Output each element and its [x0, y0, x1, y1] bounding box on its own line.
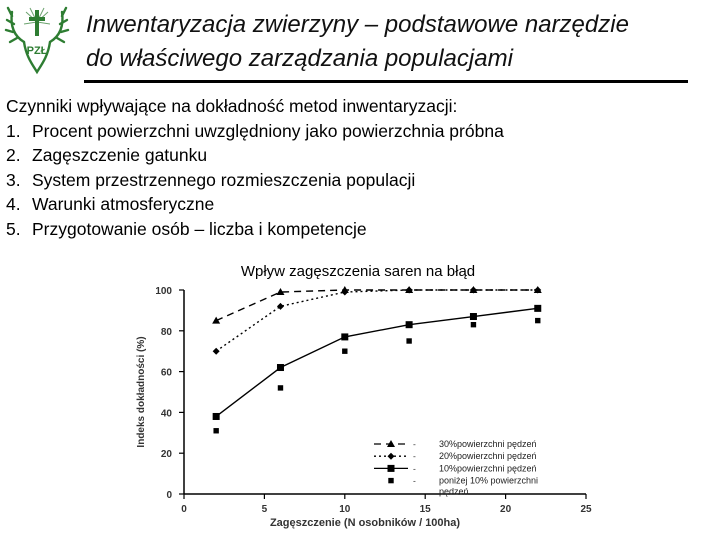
x-tick-label: 0: [181, 504, 187, 515]
factor-item: [6, 168, 504, 193]
factors-section: [6, 94, 504, 241]
pzl-logo-icon: [4, 2, 70, 78]
data-point-series-4: [406, 338, 411, 343]
data-point-series-3: [341, 333, 348, 340]
legend-tick-4: -: [413, 475, 416, 486]
data-point-series-3: [470, 313, 477, 320]
x-tick-label: 5: [261, 504, 268, 515]
y-tick-label: 0: [166, 490, 172, 501]
title-divider: [84, 80, 688, 83]
legend-label-2: 20%powierzchni pędzeń: [439, 451, 537, 462]
factors-heading: Czynniki wpływające na dokładność metod inwentaryzacji:: [6, 96, 458, 116]
legend-marker-3: [388, 465, 395, 472]
legend-tick-2: -: [413, 451, 416, 462]
legend-tick-1: -: [413, 439, 416, 449]
factor-number: 5.: [6, 218, 21, 239]
logo-text: PZŁ: [26, 45, 48, 57]
y-axis-label: Indeks dokładności (%): [136, 336, 147, 448]
factor-item: [6, 217, 504, 242]
data-point-series-4: [342, 349, 347, 354]
y-tick-label: 80: [160, 326, 172, 338]
page-title: [86, 8, 706, 76]
x-tick-label: 10: [339, 504, 351, 515]
y-tick-label: 60: [160, 367, 172, 379]
title-line-2: do właściwego zarządzania populacjami: [86, 45, 513, 72]
factor-text: Zagęszczenie gatunku: [32, 145, 208, 165]
data-point-series-4: [471, 322, 476, 327]
x-tick-label: 25: [580, 504, 592, 515]
factor-item: [6, 143, 504, 168]
factor-number: 3.: [6, 169, 21, 190]
series-line-1: [216, 290, 538, 321]
factor-text: Przygotowanie osób – liczba i kompetencje: [32, 218, 367, 239]
x-axis-label: Zagęszczenie (N osobników / 100ha): [269, 517, 461, 529]
factor-text: Procent powierzchni uwzględniony jako powierzchnia próbna: [32, 120, 504, 141]
x-tick-label: 15: [419, 504, 431, 515]
density-accuracy-chart: [128, 256, 608, 540]
data-point-series-2: [213, 348, 220, 355]
data-point-series-3: [534, 305, 541, 312]
legend-tick-3: -: [413, 463, 416, 474]
legend-label-3: 10%powierzchni pędzeń: [439, 463, 537, 474]
factor-number: 1.: [6, 120, 21, 141]
data-point-series-4: [278, 385, 283, 390]
y-tick-label: 40: [160, 408, 172, 420]
factors-list: [6, 119, 504, 242]
legend-label-4: poniżej 10% powierzchni pędzeń: [439, 475, 539, 497]
factor-number: 2.: [6, 145, 21, 165]
x-tick-label: 20: [500, 504, 512, 515]
y-tick-label: 100: [155, 286, 172, 297]
factor-text: Warunki atmosferyczne: [32, 194, 215, 214]
data-point-series-4: [213, 428, 218, 433]
data-point-series-3: [213, 413, 220, 420]
legend-marker-4: [388, 478, 393, 483]
series-line-3: [216, 308, 538, 416]
legend-marker-2: [388, 453, 395, 460]
title-line-1: Inwentaryzacja zwierzyny – podstawowe narzędzie: [86, 11, 629, 38]
factor-item: [6, 192, 504, 217]
data-point-series-4: [535, 318, 540, 323]
factor-text: System przestrzennego rozmieszczenia populacji: [32, 169, 416, 190]
data-point-series-3: [277, 364, 284, 371]
legend-label-1: 30%powierzchni pędzeń: [439, 439, 537, 449]
factor-number: 4.: [6, 194, 21, 214]
data-point-series-3: [406, 321, 413, 328]
factor-item: [6, 119, 504, 144]
chart-title: Wpływ zagęszczenia saren na błąd: [240, 263, 476, 280]
y-tick-label: 20: [160, 449, 172, 461]
